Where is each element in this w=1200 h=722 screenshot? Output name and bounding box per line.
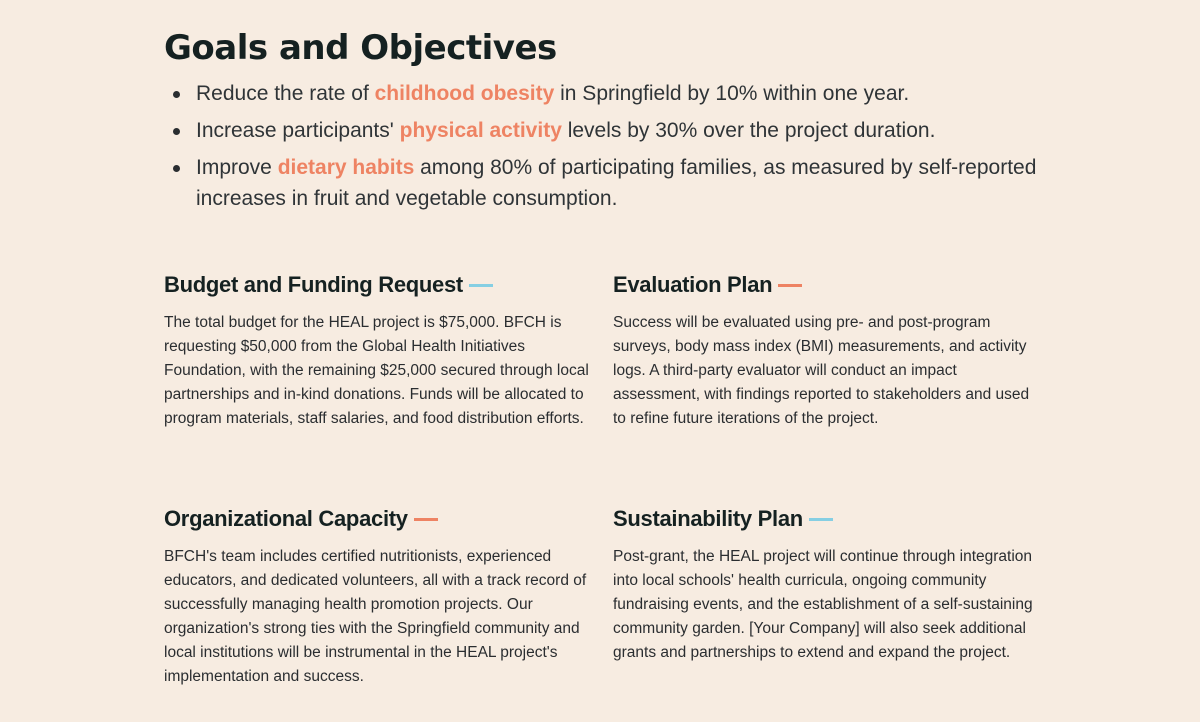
goal-text: among 80% of participating families, as measured by self-reported increases in fruit and vegetable consumption. bbox=[196, 156, 1037, 210]
organizational-capacity-section bbox=[164, 505, 594, 689]
goal-text: Reduce the rate of bbox=[196, 82, 375, 105]
accent-dash-icon bbox=[469, 284, 493, 287]
evaluation-section bbox=[613, 271, 1043, 431]
section-heading bbox=[613, 505, 1043, 533]
bullet-icon bbox=[173, 165, 180, 172]
section-title: Budget and Funding Request bbox=[164, 272, 463, 297]
goal-text: Improve bbox=[196, 156, 278, 179]
section-body: Post-grant, the HEAL project will continue through integration into local schools' health curricula, ongoing community fundraising events, and the establishment of a self-sustaining community garden. [Your Company] will also seek additional grants and partnerships to extend and expand the project. bbox=[613, 548, 1033, 661]
section-heading bbox=[164, 271, 594, 299]
goal-text: levels by 30% over the project duration. bbox=[561, 119, 936, 142]
accent-dash-icon bbox=[809, 518, 833, 521]
goal-highlight: physical activity bbox=[399, 119, 562, 142]
section-body: The total budget for the HEAL project is $75,000. BFCH is requesting $50,000 from the Global Health Initiatives Foundation, with the remaining $25,000 secured through local partnerships and in-kind donations. Funds will be allocated to program materials, staff salaries, and food distribution efforts. bbox=[164, 314, 589, 427]
bullet-icon bbox=[173, 91, 180, 98]
section-body: Success will be evaluated using pre- and post-program surveys, body mass index (BMI) measurements, and activity logs. A third-party evaluator will conduct an impact assessment, with findings reported to stakeholders and used to refine future iterations of the project. bbox=[613, 314, 1030, 427]
bullet-icon bbox=[173, 128, 180, 135]
goal-highlight: dietary habits bbox=[277, 156, 415, 179]
accent-dash-icon bbox=[778, 284, 802, 287]
goal-text: in Springfield by 10% within one year. bbox=[554, 82, 910, 105]
accent-dash-icon bbox=[414, 518, 438, 521]
goal-item bbox=[196, 115, 1076, 146]
goal-text: Increase participants' bbox=[196, 119, 400, 142]
section-title: Evaluation Plan bbox=[613, 272, 773, 297]
sustainability-section bbox=[613, 505, 1043, 665]
section-body: BFCH's team includes certified nutritionists, experienced educators, and dedicated volunteers, all with a track record of successfully managing health promotion projects. Our organization's strong ties with the Springfield community and local institutions will be instrumental in the HEAL project's implementation and success. bbox=[164, 548, 587, 685]
goal-highlight: childhood obesity bbox=[374, 82, 555, 105]
section-heading bbox=[613, 271, 1043, 299]
goals-list bbox=[164, 78, 1076, 220]
goal-item bbox=[196, 152, 1076, 214]
section-heading bbox=[164, 505, 594, 533]
section-title: Sustainability Plan bbox=[613, 506, 803, 531]
section-title: Organizational Capacity bbox=[164, 506, 408, 531]
goal-item bbox=[196, 78, 1076, 109]
goals-title: Goals and Objectives bbox=[164, 28, 557, 68]
budget-section bbox=[164, 271, 594, 431]
